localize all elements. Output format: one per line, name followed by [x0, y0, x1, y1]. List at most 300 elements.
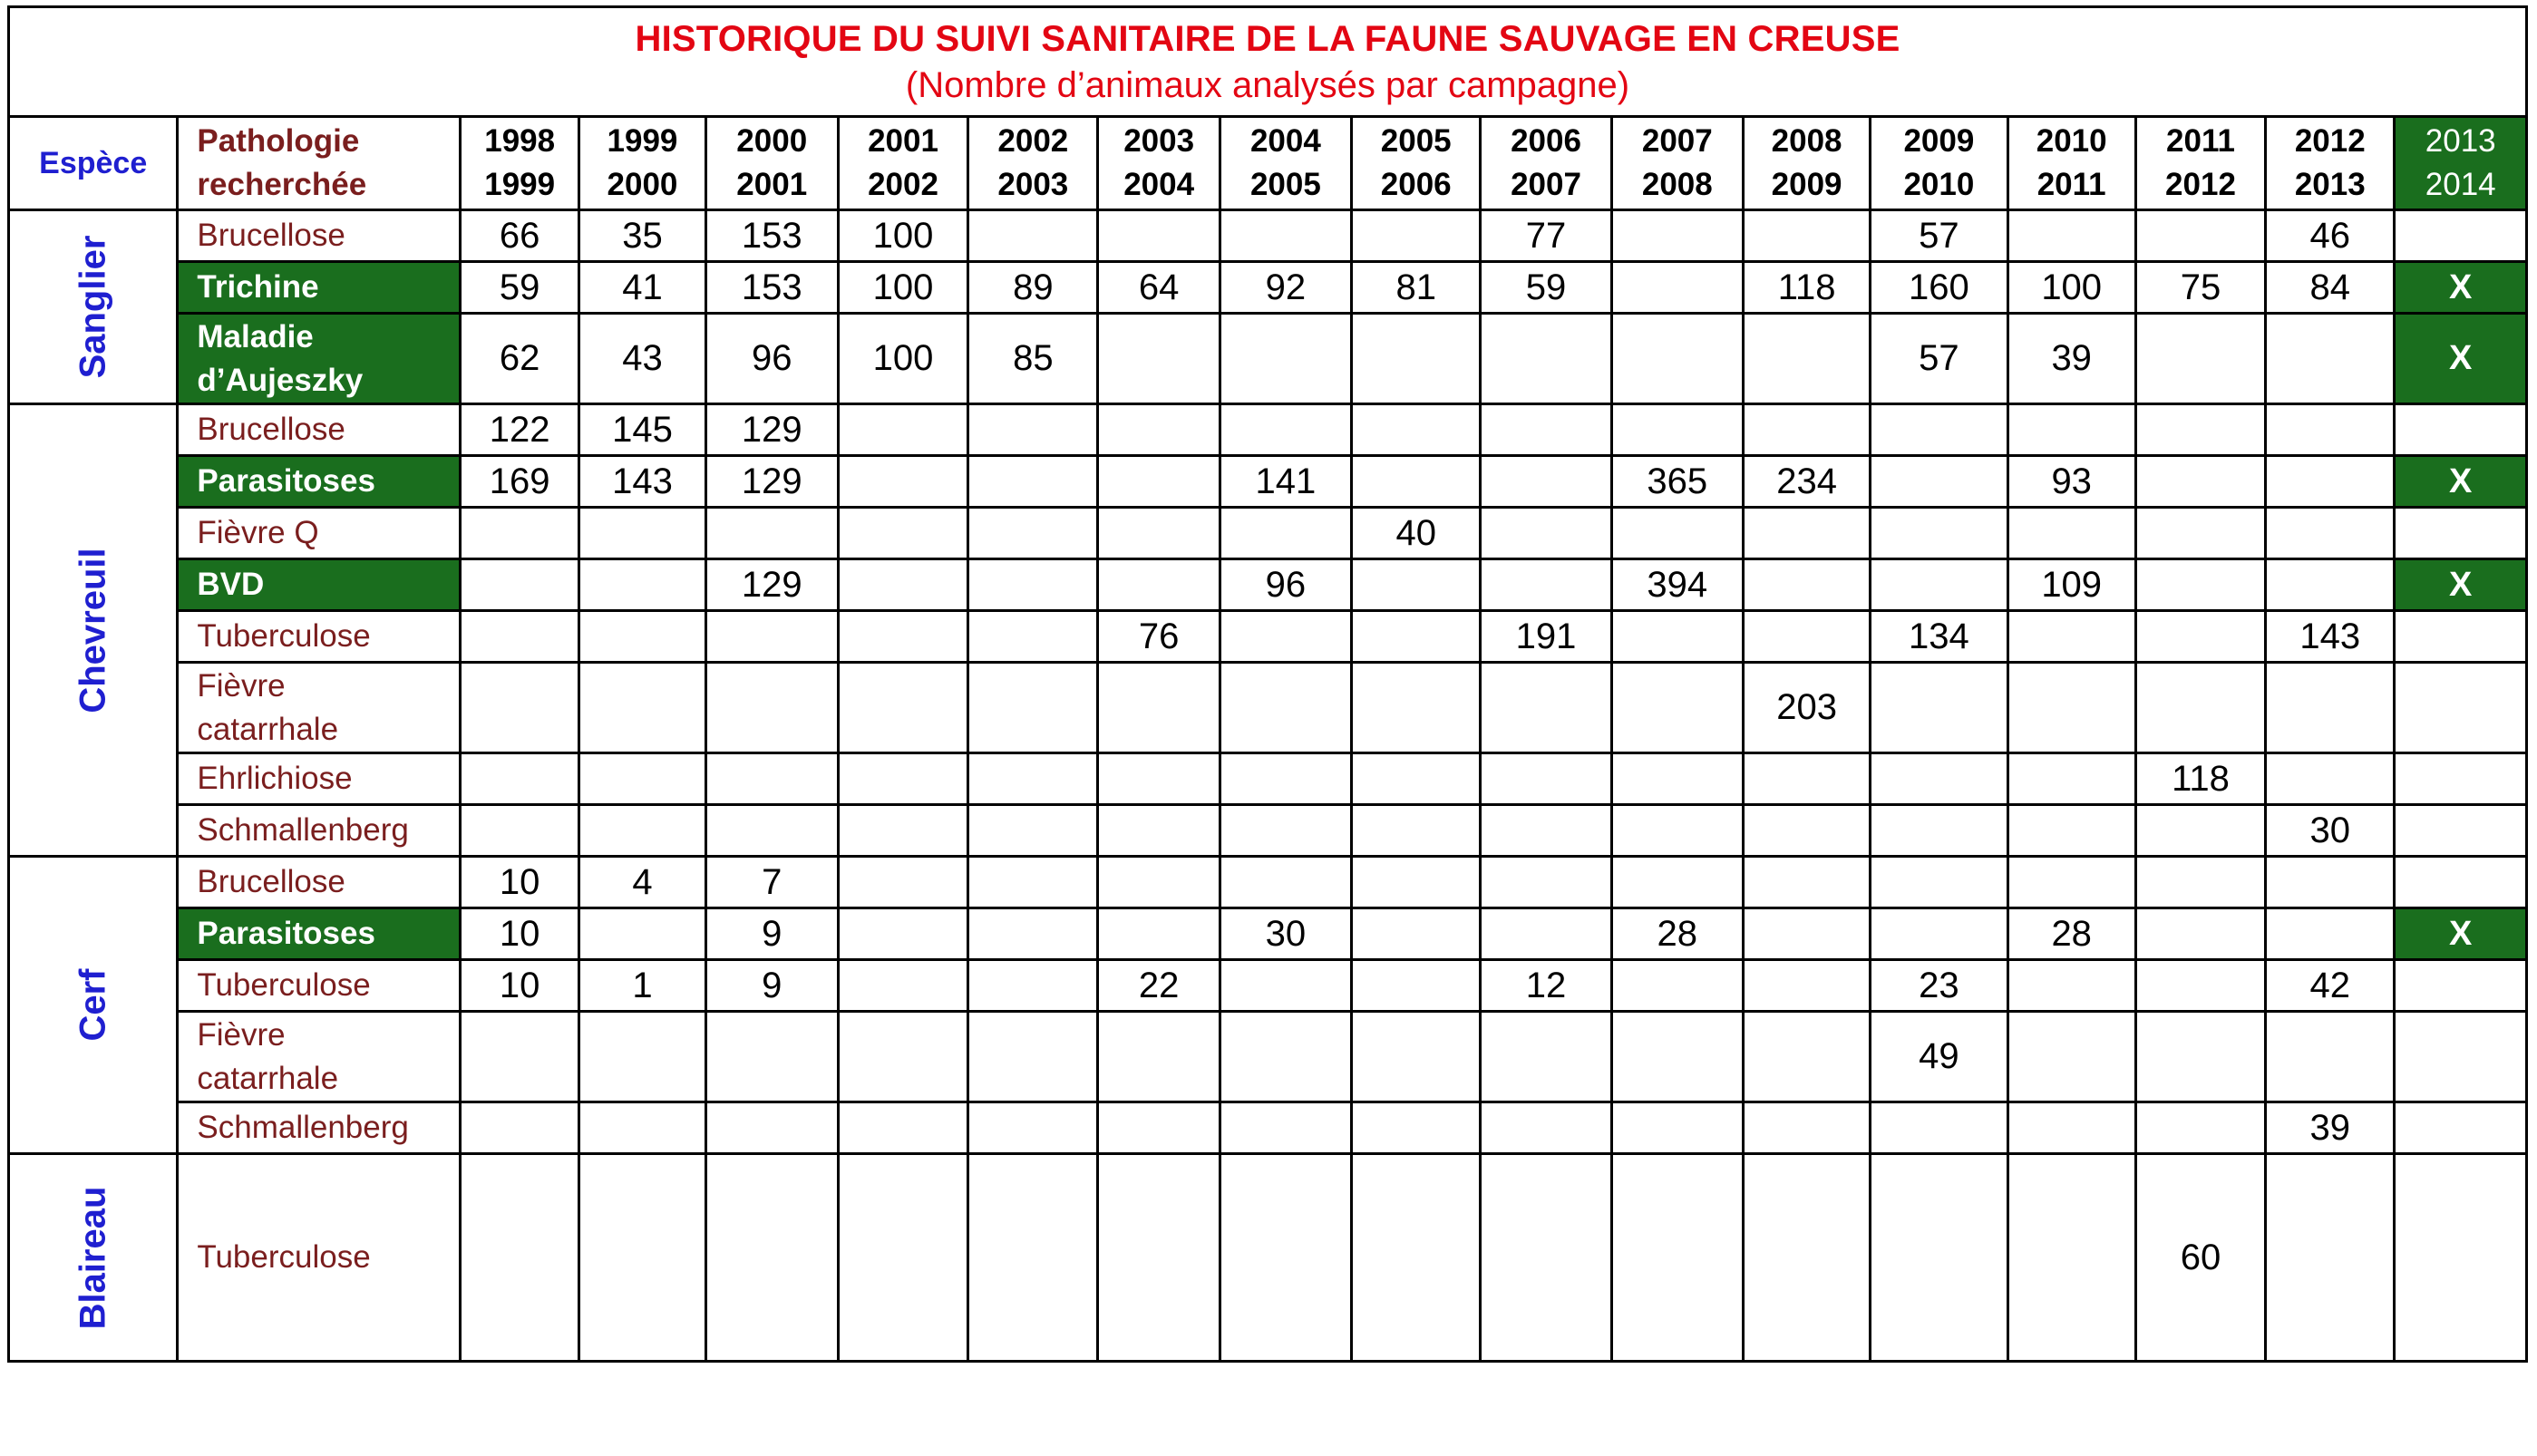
campaign-header: 2008 2009 [1743, 117, 1870, 210]
value-cell [1098, 663, 1220, 753]
value-cell: 35 [579, 210, 705, 262]
pathology-cell: Trichine [178, 262, 461, 314]
value-cell [968, 508, 1098, 559]
value-cell [1098, 314, 1220, 404]
campaign-header: 2005 2006 [1352, 117, 1481, 210]
value-cell [1352, 753, 1481, 805]
value-cell [838, 508, 967, 559]
pathology-header: Pathologie recherchée [178, 117, 461, 210]
value-cell: 42 [2266, 960, 2395, 1012]
value-cell [1098, 508, 1220, 559]
value-cell [705, 508, 838, 559]
value-cell [1743, 611, 1870, 663]
value-cell [1220, 663, 1351, 753]
value-cell [2266, 1012, 2395, 1102]
value-cell [1098, 753, 1220, 805]
value-cell [1220, 404, 1351, 456]
value-cell [2266, 753, 2395, 805]
value-cell [705, 805, 838, 857]
value-cell: 40 [1352, 508, 1481, 559]
value-cell [1743, 404, 1870, 456]
value-cell [2395, 404, 2527, 456]
value-cell [1481, 663, 1611, 753]
campaign-header: 2009 2010 [1871, 117, 2007, 210]
value-cell [2007, 753, 2135, 805]
value-cell [968, 857, 1098, 908]
value-cell [2135, 805, 2265, 857]
value-cell [1481, 404, 1611, 456]
table-row [9, 857, 2527, 908]
value-cell [1352, 663, 1481, 753]
value-cell [1611, 960, 1743, 1012]
value-cell: 77 [1481, 210, 1611, 262]
value-cell [1220, 210, 1351, 262]
species-cell [9, 210, 178, 404]
table-row [9, 559, 2527, 611]
value-cell [1611, 805, 1743, 857]
value-cell: 62 [461, 314, 579, 404]
value-cell: 81 [1352, 262, 1481, 314]
value-cell: 203 [1743, 663, 1870, 753]
table-row [9, 314, 2527, 404]
value-cell [838, 663, 967, 753]
species-label: Chevreuil [73, 547, 113, 713]
value-cell [968, 805, 1098, 857]
value-cell: 96 [705, 314, 838, 404]
value-cell [1743, 753, 1870, 805]
value-cell [579, 611, 705, 663]
value-cell: 7 [705, 857, 838, 908]
value-cell [1481, 314, 1611, 404]
value-cell: 169 [461, 456, 579, 508]
value-cell [579, 663, 705, 753]
table-row [9, 508, 2527, 559]
value-cell [2007, 805, 2135, 857]
value-cell: 59 [461, 262, 579, 314]
value-cell: 143 [2266, 611, 2395, 663]
value-cell [1220, 314, 1351, 404]
value-cell [1481, 559, 1611, 611]
table-row [9, 805, 2527, 857]
value-cell [2007, 611, 2135, 663]
value-cell [1743, 210, 1870, 262]
campaign-header: 1999 2000 [579, 117, 705, 210]
value-cell [1743, 908, 1870, 960]
value-cell [838, 960, 967, 1012]
value-cell: 365 [1611, 456, 1743, 508]
value-cell [838, 908, 967, 960]
value-cell [1352, 1154, 1481, 1362]
value-cell [1611, 262, 1743, 314]
value-cell [1352, 611, 1481, 663]
value-cell: 143 [579, 456, 705, 508]
value-cell: 23 [1871, 960, 2007, 1012]
value-cell [579, 1154, 705, 1362]
pathology-cell: Tuberculose [178, 611, 461, 663]
value-cell: 28 [2007, 908, 2135, 960]
value-cell: 12 [1481, 960, 1611, 1012]
header-row [9, 117, 2527, 210]
value-cell [1611, 753, 1743, 805]
value-cell [1352, 404, 1481, 456]
table-row [9, 210, 2527, 262]
value-cell: 100 [2007, 262, 2135, 314]
value-cell [1611, 508, 1743, 559]
value-cell [2007, 1154, 2135, 1362]
value-cell [1743, 1012, 1870, 1102]
value-cell: 39 [2007, 314, 2135, 404]
pathology-cell: Schmallenberg [178, 1102, 461, 1154]
pathology-cell: Brucellose [178, 404, 461, 456]
campaign-header: 2002 2003 [968, 117, 1098, 210]
value-cell [2135, 559, 2265, 611]
value-cell: 160 [1871, 262, 2007, 314]
value-cell [2395, 805, 2527, 857]
value-cell [2007, 1102, 2135, 1154]
value-cell [579, 508, 705, 559]
value-cell [968, 1012, 1098, 1102]
campaign-header: 2011 2012 [2135, 117, 2265, 210]
value-cell: 4 [579, 857, 705, 908]
value-cell: 153 [705, 262, 838, 314]
value-cell [1871, 1154, 2007, 1362]
value-cell [968, 210, 1098, 262]
value-cell: 76 [1098, 611, 1220, 663]
value-cell [1098, 805, 1220, 857]
value-cell [1098, 857, 1220, 908]
value-cell [1871, 1102, 2007, 1154]
value-cell [968, 1102, 1098, 1154]
value-cell [1743, 960, 1870, 1012]
value-cell: 118 [1743, 262, 1870, 314]
value-cell [579, 1012, 705, 1102]
value-cell [1098, 1102, 1220, 1154]
value-cell [1098, 1012, 1220, 1102]
value-cell: 46 [2266, 210, 2395, 262]
value-cell [1481, 508, 1611, 559]
value-cell [461, 663, 579, 753]
value-cell [1352, 857, 1481, 908]
value-cell [1871, 508, 2007, 559]
value-cell [579, 1102, 705, 1154]
species-header: Espèce [9, 117, 178, 210]
value-cell: 59 [1481, 262, 1611, 314]
value-cell [968, 1154, 1098, 1362]
value-cell [1481, 1012, 1611, 1102]
value-cell: 92 [1220, 262, 1351, 314]
value-cell [461, 805, 579, 857]
ongoing-marker: X [2395, 559, 2527, 611]
value-cell [2395, 508, 2527, 559]
value-cell: 89 [968, 262, 1098, 314]
value-cell: 394 [1611, 559, 1743, 611]
value-cell: 43 [579, 314, 705, 404]
value-cell [2266, 559, 2395, 611]
value-cell [1871, 456, 2007, 508]
value-cell: 129 [705, 404, 838, 456]
value-cell [1352, 908, 1481, 960]
value-cell [2135, 1102, 2265, 1154]
value-cell: 122 [461, 404, 579, 456]
value-cell [1743, 314, 1870, 404]
value-cell [1871, 404, 2007, 456]
value-cell: 129 [705, 456, 838, 508]
value-cell: 100 [838, 210, 967, 262]
value-cell [2135, 857, 2265, 908]
title-cell [9, 7, 2527, 117]
ongoing-marker: X [2395, 456, 2527, 508]
species-label: Sanglier [73, 235, 113, 379]
value-cell [838, 753, 967, 805]
value-cell [2395, 663, 2527, 753]
value-cell [1481, 908, 1611, 960]
value-cell: 118 [2135, 753, 2265, 805]
value-cell [838, 611, 967, 663]
value-cell [2135, 611, 2265, 663]
campaign-header: 2001 2002 [838, 117, 967, 210]
table-row [9, 1154, 2527, 1362]
value-cell [1871, 805, 2007, 857]
pathology-cell: Maladie d’Aujeszky [178, 314, 461, 404]
value-cell [1352, 210, 1481, 262]
value-cell [2395, 611, 2527, 663]
value-cell [1481, 857, 1611, 908]
value-cell: 141 [1220, 456, 1351, 508]
value-cell: 10 [461, 908, 579, 960]
value-cell [2007, 663, 2135, 753]
value-cell [838, 1012, 967, 1102]
value-cell [1352, 805, 1481, 857]
value-cell: 28 [1611, 908, 1743, 960]
value-cell: 22 [1098, 960, 1220, 1012]
value-cell [838, 1154, 967, 1362]
value-cell: 66 [461, 210, 579, 262]
value-cell [1220, 960, 1351, 1012]
value-cell [2135, 508, 2265, 559]
value-cell [1098, 559, 1220, 611]
value-cell [968, 908, 1098, 960]
value-cell [1220, 1154, 1351, 1362]
value-cell [1743, 1154, 1870, 1362]
value-cell [1220, 611, 1351, 663]
value-cell [2135, 1012, 2265, 1102]
ongoing-marker: X [2395, 262, 2527, 314]
value-cell [1220, 508, 1351, 559]
value-cell: 39 [2266, 1102, 2395, 1154]
value-cell [705, 611, 838, 663]
value-cell [579, 908, 705, 960]
value-cell [2395, 1154, 2527, 1362]
value-cell [2135, 210, 2265, 262]
value-cell [579, 805, 705, 857]
value-cell [1611, 1154, 1743, 1362]
value-cell [1220, 1102, 1351, 1154]
campaign-header: 2010 2011 [2007, 117, 2135, 210]
value-cell [2135, 908, 2265, 960]
value-cell: 57 [1871, 210, 2007, 262]
value-cell [1481, 1154, 1611, 1362]
value-cell [1481, 456, 1611, 508]
value-cell [461, 753, 579, 805]
value-cell [1743, 1102, 1870, 1154]
value-cell: 9 [705, 908, 838, 960]
value-cell [1743, 805, 1870, 857]
species-cell [9, 404, 178, 857]
value-cell [1743, 508, 1870, 559]
value-cell [1481, 805, 1611, 857]
value-cell [1871, 559, 2007, 611]
value-cell: 191 [1481, 611, 1611, 663]
value-cell [705, 1012, 838, 1102]
campaign-header: 2012 2013 [2266, 117, 2395, 210]
value-cell: 93 [2007, 456, 2135, 508]
value-cell [968, 960, 1098, 1012]
value-cell [1611, 210, 1743, 262]
value-cell [968, 404, 1098, 456]
value-cell [1871, 908, 2007, 960]
value-cell [2007, 1012, 2135, 1102]
value-cell: 75 [2135, 262, 2265, 314]
species-cell [9, 1154, 178, 1362]
value-cell: 234 [1743, 456, 1870, 508]
value-cell [1098, 404, 1220, 456]
value-cell [461, 1012, 579, 1102]
value-cell: 60 [2135, 1154, 2265, 1362]
pathology-cell: Schmallenberg [178, 805, 461, 857]
value-cell [1352, 1012, 1481, 1102]
value-cell [2395, 1012, 2527, 1102]
pathology-cell: Tuberculose [178, 960, 461, 1012]
value-cell [2007, 857, 2135, 908]
value-cell [838, 857, 967, 908]
species-cell [9, 857, 178, 1154]
pathology-cell: Fièvre Q [178, 508, 461, 559]
value-cell: 1 [579, 960, 705, 1012]
value-cell [1743, 559, 1870, 611]
value-cell [705, 1102, 838, 1154]
value-cell [1481, 753, 1611, 805]
value-cell [579, 753, 705, 805]
value-cell [461, 508, 579, 559]
value-cell [2135, 456, 2265, 508]
value-cell [2266, 314, 2395, 404]
value-cell [2266, 857, 2395, 908]
value-cell [1743, 857, 1870, 908]
value-cell: 100 [838, 314, 967, 404]
value-cell [838, 456, 967, 508]
value-cell [1220, 805, 1351, 857]
value-cell [2266, 456, 2395, 508]
campaign-header: 2013 2014 [2395, 117, 2527, 210]
value-cell [2007, 404, 2135, 456]
ongoing-marker: X [2395, 314, 2527, 404]
campaign-header: 2003 2004 [1098, 117, 1220, 210]
value-cell [2007, 508, 2135, 559]
value-cell [1352, 559, 1481, 611]
pathology-cell: Tuberculose [178, 1154, 461, 1362]
value-cell [2395, 1102, 2527, 1154]
value-cell [2395, 210, 2527, 262]
value-cell: 84 [2266, 262, 2395, 314]
value-cell [1871, 857, 2007, 908]
value-cell [2007, 210, 2135, 262]
table-row [9, 611, 2527, 663]
value-cell [461, 1102, 579, 1154]
value-cell [705, 753, 838, 805]
campaign-header: 1998 1999 [461, 117, 579, 210]
value-cell [2395, 753, 2527, 805]
pathology-cell: Brucellose [178, 210, 461, 262]
value-cell [968, 611, 1098, 663]
value-cell [2395, 857, 2527, 908]
value-cell: 134 [1871, 611, 2007, 663]
campaign-header: 2007 2008 [1611, 117, 1743, 210]
value-cell [1098, 1154, 1220, 1362]
value-cell [579, 559, 705, 611]
table-title: HISTORIQUE DU SUIVI SANITAIRE DE LA FAUNE SAUVAGE EN CREUSE [635, 19, 1900, 59]
value-cell [1481, 1102, 1611, 1154]
campaign-header: 2000 2001 [705, 117, 838, 210]
pathology-cell: Fièvre catarrhale [178, 1012, 461, 1102]
value-cell [2266, 908, 2395, 960]
campaign-header: 2004 2005 [1220, 117, 1351, 210]
species-label: Cerf [73, 968, 113, 1042]
value-cell [2395, 960, 2527, 1012]
value-cell [2266, 1154, 2395, 1362]
value-cell [1098, 456, 1220, 508]
value-cell [968, 456, 1098, 508]
value-cell [2266, 663, 2395, 753]
campaign-header: 2006 2007 [1481, 117, 1611, 210]
value-cell [2007, 960, 2135, 1012]
pathology-cell: Ehrlichiose [178, 753, 461, 805]
value-cell [2266, 404, 2395, 456]
table-row [9, 456, 2527, 508]
value-cell [2135, 314, 2265, 404]
table-row [9, 663, 2527, 753]
value-cell [461, 559, 579, 611]
species-label: Blaireau [73, 1186, 113, 1329]
value-cell: 41 [579, 262, 705, 314]
value-cell: 9 [705, 960, 838, 1012]
value-cell [2135, 404, 2265, 456]
value-cell [1352, 456, 1481, 508]
ongoing-marker: X [2395, 908, 2527, 960]
value-cell [2266, 508, 2395, 559]
table-row [9, 404, 2527, 456]
value-cell [968, 753, 1098, 805]
value-cell [1220, 857, 1351, 908]
value-cell [1220, 753, 1351, 805]
value-cell [1871, 663, 2007, 753]
value-cell: 153 [705, 210, 838, 262]
value-cell [461, 611, 579, 663]
value-cell [1098, 210, 1220, 262]
value-cell [461, 1154, 579, 1362]
surveillance-table [7, 5, 2528, 1363]
value-cell [838, 805, 967, 857]
page [7, 5, 2528, 1451]
value-cell: 109 [2007, 559, 2135, 611]
value-cell: 85 [968, 314, 1098, 404]
value-cell [968, 663, 1098, 753]
value-cell [1098, 908, 1220, 960]
pathology-cell: BVD [178, 559, 461, 611]
value-cell: 10 [461, 960, 579, 1012]
value-cell [1352, 314, 1481, 404]
value-cell: 49 [1871, 1012, 2007, 1102]
value-cell [1352, 960, 1481, 1012]
